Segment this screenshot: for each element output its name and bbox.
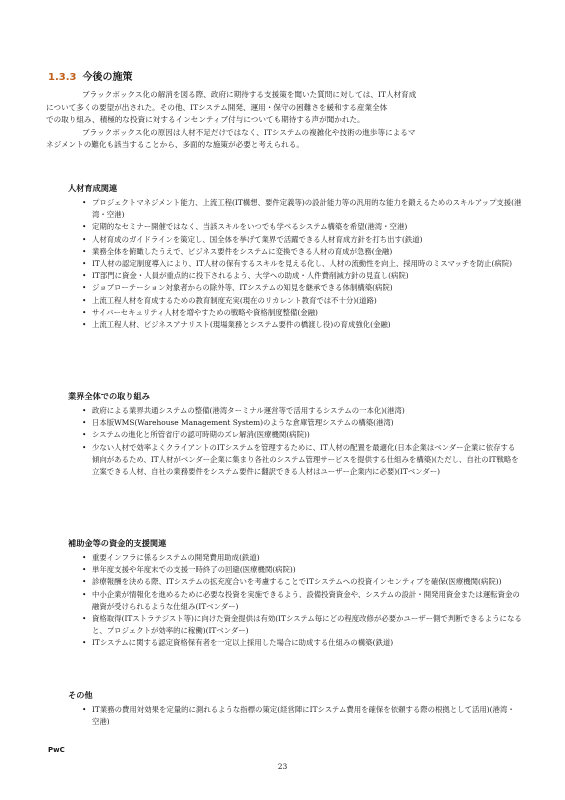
list-item: • 日本版WMS(Warehouse Management System)のような倉庫管理システムの構築(港湾) xyxy=(82,417,522,429)
list-other xyxy=(82,704,522,728)
footer-brand: PwC xyxy=(48,746,65,754)
section-title: 今後の施策 xyxy=(82,72,133,83)
list-item: • システムの進化と所管省庁の認可時期のズレ解消(医療機関(病院)) xyxy=(82,429,522,441)
list-item: • 診療報酬を決める際、ITシステムの拡充度合いを考慮することでITシステムへの投資インセンティブを確保(医療機関(病院)) xyxy=(82,576,522,588)
list-item: • ジョブローテーション対象者からの除外等、ITシステムの知見を継承できる体制構築(病院) xyxy=(82,282,522,294)
list-item: • 資格取得(ITストラテジスト等)に向けた資金提供は有効(ITシステム毎にどの程度改修が必要かユーザー側で判断できるようになると、プロジェクトが効率的に稼働)(ITベンダー) xyxy=(82,613,522,637)
section-number: 1.3.3 xyxy=(48,72,77,83)
list-industry-wide xyxy=(82,405,522,478)
intro-line: について多くの要望が出された。その他、ITシステム開発、運用・保守の困難さを緩和する産業全体 xyxy=(46,102,388,112)
intro-line: ブラックボックス化の解消を図る際、政府に期待する支援策を聞いた質問に対しては、IT人材育成 xyxy=(82,90,417,99)
list-item: • 少ない人材で効率よくクライアントのITシステムを管理するために、IT人材の配置を最適化(日本企業はベンダー企業に依存する傾向があるため、IT人材がベンダー企業に集まり各社のシステム管理サービスを提供する仕組みを構築)(ただし、自社のIT戦略を立案できる人材、自社の業務要件をシステム要件に翻訳できる人材はユーザー企業内に必要)(ITベンダー) xyxy=(82,442,522,479)
list-item: • IT部門に資金・人員が重点的に投下されるよう、大学への助成・人件費削減方針の見直し(病院) xyxy=(82,270,522,282)
intro-line: ブラックボックス化の原因は人材不足だけではなく、ITシステムの複雑化や技術の進歩等によるマ xyxy=(82,127,416,137)
list-item: • 業務全体を俯瞰したうえで、ビジネス要件をシステムに変換できる人材の育成が急務(金融) xyxy=(82,246,522,258)
page-number: 23 xyxy=(277,762,288,771)
list-item: • ITシステムに関する認定資格保有者を一定以上採用した場合に助成する仕組みの構築(鉄道) xyxy=(82,637,522,649)
section-heading xyxy=(48,68,132,83)
list-item: • 中小企業が情報化を進めるために必要な投資を実施できるよう、設備投資資金や、システムの設計・開発用資金または運転資金の融資が受けられるような仕組み(ITベンダー) xyxy=(82,589,522,613)
intro-line: ネジメントの難化も該当することから、多面的な施策が必要と考えられる。 xyxy=(46,140,304,149)
intro-paragraph xyxy=(46,89,518,152)
list-item: • 単年度支援や年度末での支援一時終了の回避(医療機関(病院)) xyxy=(82,564,522,576)
list-item: • サイバーセキュリティ人材を増やすための戦略や資格制度整備(金融) xyxy=(82,307,522,319)
list-item: • IT業務の費用対効果を定量的に測れるような指標の策定(経営陣にITシステム費用を確保を依頼する際の根拠として活用)(港湾・空港) xyxy=(82,704,522,728)
list-hr-development xyxy=(82,197,522,331)
list-item: • 上流工程人材、ビジネスアナリスト(現場業務とシステム要件の橋渡し役)の育成強化(金融) xyxy=(82,319,522,331)
list-item: • 政府による業界共通システムの整備(港湾ターミナル運営等で活用するシステムの一本化)(港湾) xyxy=(82,405,522,417)
subheading-financial-support: 補助金等の資金的支援関連 xyxy=(68,538,167,548)
list-item: • 重要インフラに係るシステムの開発費用助成(鉄道) xyxy=(82,552,522,564)
list-financial-support xyxy=(82,552,522,650)
list-item: • 定期的なセミナー開催ではなく、当該スキルをいつでも学べるシステム構築を希望(港湾・空港) xyxy=(82,221,522,233)
subheading-industry-wide: 業界全体での取り組み xyxy=(68,391,150,401)
list-item: • プロジェクトマネジメント能力、上流工程(IT構想、要件定義等)の設計能力等の汎用的な能力を鍛えるためのスキルアップ支援(港湾・空港) xyxy=(82,197,522,221)
list-item: • IT人材の認定制度導入により、IT人材の保有するスキルを見える化し、人材の流動性を向上、採用時のミスマッチを防止(病院) xyxy=(82,258,522,270)
intro-line: での取り組み、積極的な投資に対するインセンティブ付与についても期待する声が聞かれた。 xyxy=(46,115,365,124)
list-item: • 上流工程人材を育成するための教育制度充実(現在のリカレント教育では不十分)(道路) xyxy=(82,295,522,307)
subheading-other: その他 xyxy=(68,690,93,700)
list-item: • 人材育成のガイドラインを策定し、国全体を挙げて業界で活躍できる人材育成方針を打ち出す(鉄道) xyxy=(82,234,522,246)
subheading-hr-development: 人材育成関連 xyxy=(68,183,118,193)
